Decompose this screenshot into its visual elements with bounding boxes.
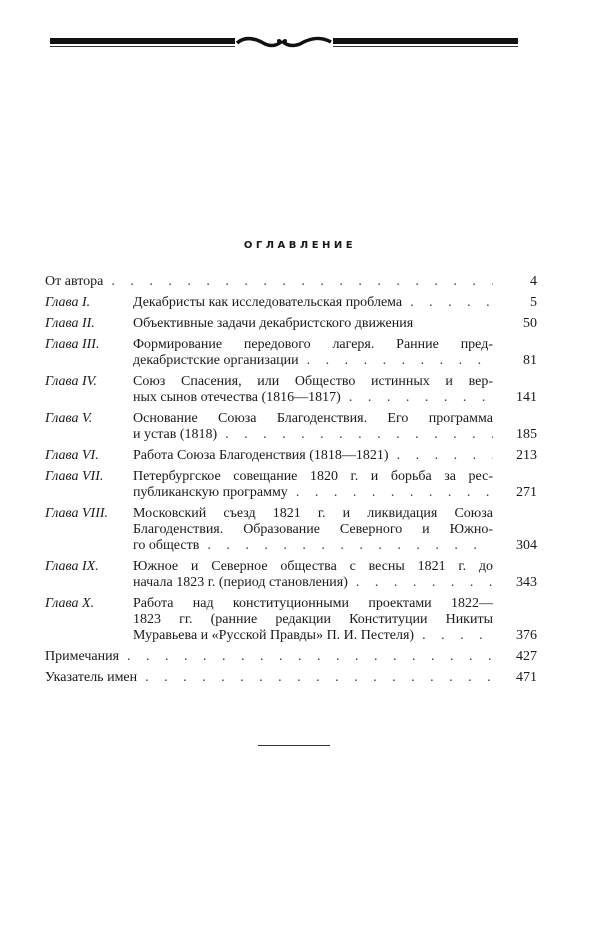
dot-leader — [199, 538, 493, 554]
page-number: 141 — [516, 390, 537, 405]
entry-title-line: и устав (1818) — [133, 427, 218, 442]
dot-leader — [348, 575, 493, 591]
entry-title-line: Петербургское совещание 1820 г. и борьба за рес- — [133, 469, 493, 484]
page-number: 50 — [523, 316, 537, 331]
entry-title-line: Работа Союза Благоденствия (1818—1821) — [133, 448, 389, 463]
entry-title-line: Южное и Северное общества с весны 1821 г. до — [133, 559, 493, 574]
entry-title-line: начала 1823 г. (период становления) — [133, 575, 348, 590]
toc-entry[interactable] — [45, 316, 537, 332]
entry-title-line: публиканскую программу — [133, 485, 288, 500]
entry-title-line: От автора — [45, 274, 104, 289]
chapter-label: Глава VI. — [45, 448, 99, 463]
chapter-label: Глава X. — [45, 596, 95, 611]
entry-title-line: Благоденствия. Образование Северного и Южно- — [133, 522, 493, 537]
toc-entry[interactable] — [45, 559, 537, 591]
entry-title-line: Основание Союза Благоденствия. Его программа — [133, 411, 493, 426]
page-number: 471 — [516, 670, 537, 685]
chapter-label: Глава IX. — [45, 559, 99, 574]
entry-title-line: декабристские организации — [133, 353, 299, 368]
entry-title-line: го обществ — [133, 538, 200, 553]
chapter-label: Глава V. — [45, 411, 93, 426]
toc-entry[interactable] — [45, 274, 537, 290]
page-number: 304 — [516, 538, 537, 553]
toc-entry[interactable] — [45, 469, 537, 501]
page-number: 427 — [516, 649, 537, 664]
toc-entry[interactable] — [45, 649, 537, 665]
page-number: 5 — [530, 295, 537, 310]
toc-entry[interactable] — [45, 374, 537, 406]
page-number: 4 — [530, 274, 537, 289]
chapter-label: Глава III. — [45, 337, 100, 352]
page-number: 213 — [516, 448, 537, 463]
page-number: 271 — [516, 485, 537, 500]
entry-title-line: Примечания — [45, 649, 120, 664]
page-number: 81 — [523, 353, 537, 368]
dot-leader — [414, 628, 493, 644]
chapter-label: Глава VIII. — [45, 506, 109, 521]
toc-entry[interactable] — [45, 448, 537, 464]
entry-title-line: Муравьева и «Русской Правды» П. И. Пестеля) — [133, 628, 415, 643]
entry-title-line: Формирование передового лагеря. Ранние пред- — [133, 337, 493, 352]
dot-leader — [299, 353, 493, 369]
toc-entry[interactable] — [45, 337, 537, 369]
dot-leader — [341, 390, 493, 406]
toc-entry[interactable] — [45, 506, 537, 554]
decorative-header-rule — [50, 34, 518, 50]
dot-leader — [402, 295, 493, 311]
entry-title-line: Указатель имен — [45, 670, 138, 685]
chapter-label: Глава II. — [45, 316, 95, 331]
chapter-label: Глава IV. — [45, 374, 97, 389]
chapter-label: Глава I. — [45, 295, 91, 310]
toc-entry[interactable] — [45, 596, 537, 644]
toc-heading: ОГЛАВЛЕНИЕ — [243, 240, 357, 251]
page-number: 343 — [516, 575, 537, 590]
dot-leader — [103, 274, 493, 290]
entry-title-line: ных сынов отечества (1816—1817) — [133, 390, 341, 405]
entry-title-line: Работа над конституционными проектами 1822— — [133, 596, 493, 611]
page-number: 376 — [516, 628, 537, 643]
toc-entry[interactable] — [45, 670, 537, 686]
page-number: 185 — [516, 427, 537, 442]
entry-title-line: Декабристы как исследовательская проблема — [133, 295, 403, 310]
end-rule — [258, 745, 330, 746]
toc-entry[interactable] — [45, 411, 537, 443]
dot-leader — [288, 485, 493, 501]
dot-leader — [137, 670, 493, 686]
dot-leader — [217, 427, 493, 443]
entry-title-line: Союз Спасения, или Общество истинных и вер- — [133, 374, 493, 389]
entry-title-line: 1823 гг. (ранние редакции Конституции Никиты — [133, 612, 493, 627]
dot-leader — [119, 649, 493, 665]
chapter-label: Глава VII. — [45, 469, 104, 484]
toc-entry[interactable] — [45, 295, 537, 311]
dot-leader — [389, 448, 493, 464]
entry-title-line: Объективные задачи декабристского движения — [133, 316, 414, 331]
entry-title-line: Московский съезд 1821 г. и ликвидация Союза — [133, 506, 493, 521]
